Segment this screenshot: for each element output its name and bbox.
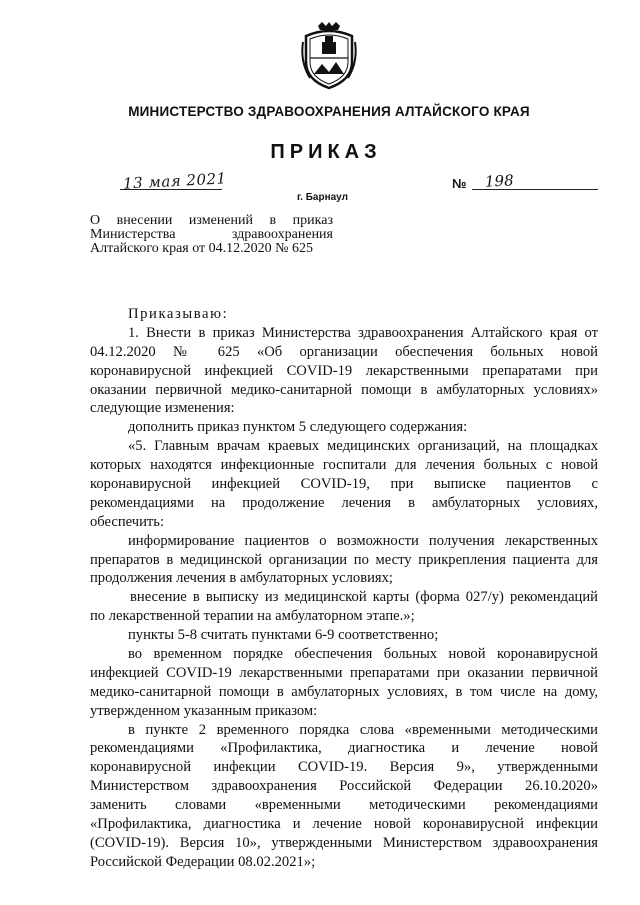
- body-line: утвержденном указанным приказом:: [90, 702, 318, 719]
- coat-of-arms-emblem: [300, 22, 358, 92]
- date-underline: [120, 189, 222, 190]
- body-line: инфекцией COVID-19 лекарственными препаратами при оказании первичной: [90, 664, 598, 681]
- body-line: оказании первичной медико-санитарной помощи в амбулаторных условиях»: [90, 381, 598, 398]
- body-line: заменить словами «временными методическими рекомендациями: [90, 797, 598, 814]
- order-subject: [90, 214, 333, 256]
- body-line: «5. Главным врачам краевых медицинских организаций, на площадках: [128, 438, 598, 455]
- order-directive: Приказываю:: [128, 306, 229, 322]
- body-line: (COVID-19). Версия 10», утвержденными Министерством здравоохранения: [90, 834, 598, 851]
- handwritten-date: 13 мая 2021: [122, 169, 228, 193]
- body-line: по лекарственной терапии на амбулаторном этапе.»;: [90, 608, 415, 625]
- body-line: пункты 5-8 считать пунктами 6-9 соответственно;: [128, 627, 439, 644]
- order-body: [90, 305, 598, 872]
- body-line: обеспечить:: [90, 513, 165, 530]
- ministry-name: МИНИСТЕРСТВО ЗДРАВООХРАНЕНИЯ АЛТАЙСКОГО КРАЯ: [128, 104, 530, 119]
- body-line: препаратов в медицинской организации по месту прикрепления пациента для: [90, 551, 598, 568]
- handwritten-number: 198: [484, 171, 515, 191]
- body-line: коронавирусной инфекции COVID-19. Версия 9», утвержденными: [90, 759, 598, 776]
- body-line: следующие изменения:: [90, 400, 235, 417]
- body-line: во временном порядке обеспечения больных новой коронавирусной: [128, 646, 598, 663]
- body-line: «Профилактика, диагностика и лечение новой коронавирусной инфекции: [90, 816, 598, 833]
- body-line: продолжения лечения в амбулаторных условиях;: [90, 570, 393, 587]
- body-line: в пункте 2 временного порядка слова «временными методическими: [128, 721, 598, 738]
- subject-line: Министерства здравоохранения: [90, 227, 333, 242]
- body-line: внесение в выписку из медицинской карты (форма 027/у) рекомендаций: [130, 589, 598, 606]
- body-line: медико-санитарной помощи в амбулаторных условиях, в том числе на дому,: [90, 683, 598, 700]
- subject-line: Алтайского края от 04.12.2020 № 625: [90, 241, 314, 256]
- number-underline: [472, 189, 598, 190]
- body-line: 04.12.2020 № 625 «Об организации обеспечения больных новой: [90, 343, 598, 360]
- body-line: дополнить приказ пунктом 5 следующего содержания:: [128, 419, 468, 436]
- order-title: ПРИКАЗ: [270, 141, 382, 163]
- city-label: г. Барнаул: [297, 192, 348, 203]
- body-line: 1. Внести в приказ Министерства здравоохранения Алтайского края от: [128, 324, 598, 341]
- subject-line: О внесении изменений в приказ: [90, 213, 333, 228]
- body-line: Министерством здравоохранения Российской Федерации 26.10.2020»: [90, 778, 598, 795]
- body-line: коронавирусной инфекцией COVID-19 лекарственными препаратами при: [90, 362, 598, 379]
- body-line: коронавирусной инфекцией COVID-19, при выписке пациентов с: [90, 476, 598, 493]
- body-line: рекомендациями на продолжение лечения в амбулаторных условиях,: [90, 494, 598, 511]
- body-line: рекомендациями «Профилактика, диагностика и лечение новой: [90, 740, 598, 757]
- body-line: Российской Федерации 08.02.2021»;: [90, 853, 316, 870]
- body-line: информирование пациентов о возможности получения лекарственных: [128, 532, 598, 549]
- number-label: №: [452, 176, 467, 191]
- body-line: которых находятся инфекционные госпитали для лечения больных с новой: [90, 457, 598, 474]
